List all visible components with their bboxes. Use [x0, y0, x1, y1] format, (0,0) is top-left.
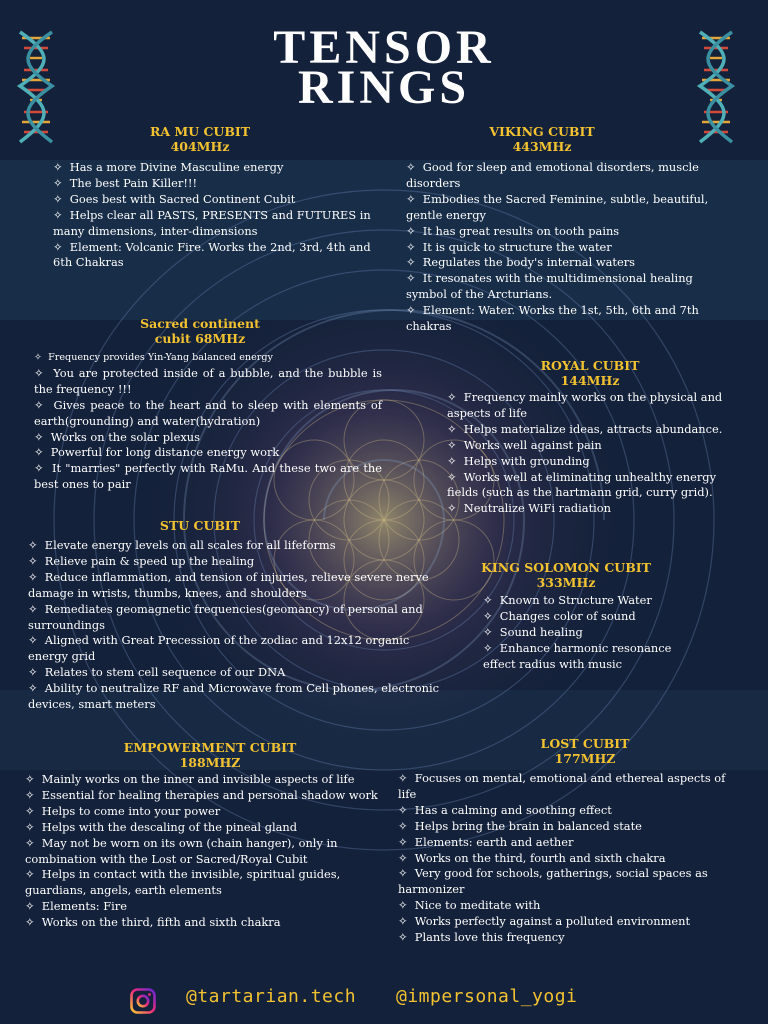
list-item: ✧ Works perfectly against a polluted environment — [398, 914, 736, 930]
list-item: ✧ Goes best with Sacred Continent Cubit — [53, 192, 371, 208]
list-item: ✧ Elevate energy levels on all scales for all lifeforms — [28, 538, 450, 554]
page-title-line2: RINGS — [297, 61, 471, 114]
list-item: ✧ Nice to meditate with — [398, 898, 736, 914]
list-item: ✧ It resonates with the multidimensional healing symbol of the Arcturians. — [406, 271, 714, 303]
instagram-handle-impersonal-yogi[interactable]: @impersonal_yogi — [396, 986, 578, 1007]
list-item: ✧ Known to Structure Water — [483, 593, 673, 609]
instagram-handle-tartarian[interactable]: @tartarian.tech — [186, 986, 357, 1007]
list-item: ✧ Elements: Fire — [25, 899, 387, 915]
list-item: ✧ Relieve pain & speed up the healing — [28, 554, 450, 570]
lost-heading — [510, 736, 660, 766]
list-item: ✧ Has a calming and soothing effect — [398, 803, 736, 819]
lost-frequency: 177MHZ — [554, 751, 616, 766]
royal-heading — [500, 358, 680, 388]
list-item: ✧ Works well at eliminating unhealthy energy fields (such as the hartmann grid, curry grid). — [447, 470, 725, 502]
list-item: ✧ Helps with grounding — [447, 454, 725, 470]
page-title-line1: TENSOR — [273, 21, 495, 74]
list-item: ✧ Regulates the body's internal waters — [406, 255, 714, 271]
list-item: ✧ Element: Volcanic Fire. Works the 2nd, 3rd, 4th and 6th Chakras — [53, 240, 371, 272]
list-item: ✧ Changes color of sound — [483, 609, 673, 625]
list-item: ✧ Works on the solar plexus — [34, 430, 382, 446]
empowerment-list — [25, 772, 387, 931]
ramu-heading — [120, 124, 280, 154]
royal-title: ROYAL CUBIT — [540, 358, 640, 373]
viking-frequency: 443MHz — [512, 139, 572, 154]
sacred-list — [34, 350, 382, 493]
lost-title: LOST CUBIT — [540, 736, 630, 751]
list-item: ✧ Essential for healing therapies and personal shadow work — [25, 788, 387, 804]
royal-frequency: 144MHz — [560, 373, 620, 388]
list-item: ✧ Powerful for long distance energy work — [34, 445, 382, 461]
list-item: ✧ Neutralize WiFi radiation — [447, 501, 725, 517]
stu-title: STU CUBIT — [159, 518, 241, 533]
ramu-title: RA MU CUBIT — [149, 124, 251, 139]
royal-list — [447, 390, 725, 517]
list-item: ✧ Works on the third, fourth and sixth chakra — [398, 851, 736, 867]
list-item: ✧ It is quick to structure the water — [406, 240, 714, 256]
list-item: ✧ Has a more Divine Masculine energy — [53, 160, 371, 176]
sacred-title: Sacred continent — [140, 316, 260, 331]
list-item: ✧ Ability to neutralize RF and Microwave from Cell phones, electronic devices, smart meters — [28, 681, 450, 713]
lost-list — [398, 771, 736, 946]
list-item: ✧ Helps bring the brain in balanced state — [398, 819, 736, 835]
list-item: ✧ You are protected inside of a bubble, and the bubble is the frequency !!! — [34, 366, 382, 398]
list-item: ✧ Helps materialize ideas, attracts abundance. — [447, 422, 725, 438]
list-item: ✧ Element: Water. Works the 1st, 5th, 6th and 7th chakras — [406, 303, 714, 335]
list-item: ✧ The best Pain Killer!!! — [53, 176, 371, 192]
list-item: ✧ Elements: earth and aether — [398, 835, 736, 851]
ramu-list — [53, 160, 371, 271]
list-item: ✧ Frequency provides Yin-Yang balanced energy — [34, 350, 382, 366]
list-item: ✧ Remediates geomagnetic frequencies(geomancy) of personal and surroundings — [28, 602, 450, 634]
empowerment-frequency: 188MHZ — [179, 755, 241, 770]
instagram-icon[interactable] — [130, 988, 156, 1014]
viking-title: VIKING CUBIT — [489, 124, 595, 139]
list-item: ✧ Works on the third, fifth and sixth chakra — [25, 915, 387, 931]
solomon-frequency: 333MHz — [536, 575, 596, 590]
list-item: ✧ Embodies the Sacred Feminine, subtle, beautiful, gentle energy — [406, 192, 714, 224]
list-item: ✧ May not be worn on its own (chain hanger), only in combination with the Lost or Sacred/Royal Cubit — [25, 836, 387, 868]
list-item: ✧ It has great results on tooth pains — [406, 224, 714, 240]
list-item: ✧ It "marries" perfectly with RaMu. And these two are the best ones to pair — [34, 461, 382, 493]
sacred-frequency: cubit 68MHz — [154, 331, 246, 346]
solomon-title: KING SOLOMON CUBIT — [481, 560, 651, 575]
list-item: ✧ Aligned with Great Precession of the zodiac and 12x12 organic energy grid — [28, 633, 450, 665]
list-item: ✧ Helps to come into your power — [25, 804, 387, 820]
list-item: ✧ Focuses on mental, emotional and ethereal aspects of life — [398, 771, 736, 803]
list-item: ✧ Frequency mainly works on the physical and aspects of life — [447, 390, 725, 422]
list-item: ✧ Very good for schools, gatherings, social spaces as harmonizer — [398, 866, 736, 898]
ramu-frequency: 404MHz — [170, 139, 230, 154]
stu-list — [28, 538, 450, 713]
viking-heading — [462, 124, 622, 154]
list-item: ✧ Reduce inflammation, and tension of injuries, relieve severe nerve damage in wrists, thumbs, knees, and shoulders — [28, 570, 450, 602]
empowerment-title: EMPOWERMENT CUBIT — [123, 740, 297, 755]
solomon-heading — [460, 560, 672, 590]
list-item: ✧ Works well against pain — [447, 438, 725, 454]
sacred-heading — [100, 316, 300, 346]
empowerment-heading — [90, 740, 330, 770]
list-item: ✧ Gives peace to the heart and to sleep with elements of earth(grounding) and water(hydration) — [34, 398, 382, 430]
list-item: ✧ Sound healing — [483, 625, 673, 641]
list-item: ✧ Relates to stem cell sequence of our DNA — [28, 665, 450, 681]
list-item: ✧ Plants love this frequency — [398, 930, 736, 946]
list-item: ✧ Helps clear all PASTS, PRESENTS and FUTURES in many dimensions, inter-dimensions — [53, 208, 371, 240]
list-item: ✧ Helps in contact with the invisible, spiritual guides, guardians, angels, earth elements — [25, 867, 387, 899]
list-item: ✧ Helps with the descaling of the pineal gland — [25, 820, 387, 836]
viking-list — [406, 160, 714, 335]
list-item: ✧ Mainly works on the inner and invisible aspects of life — [25, 772, 387, 788]
list-item: ✧ Good for sleep and emotional disorders, muscle disorders — [406, 160, 714, 192]
solomon-list — [483, 593, 673, 673]
stu-heading — [120, 518, 280, 533]
list-item: ✧ Enhance harmonic resonance effect radius with music — [483, 641, 673, 673]
